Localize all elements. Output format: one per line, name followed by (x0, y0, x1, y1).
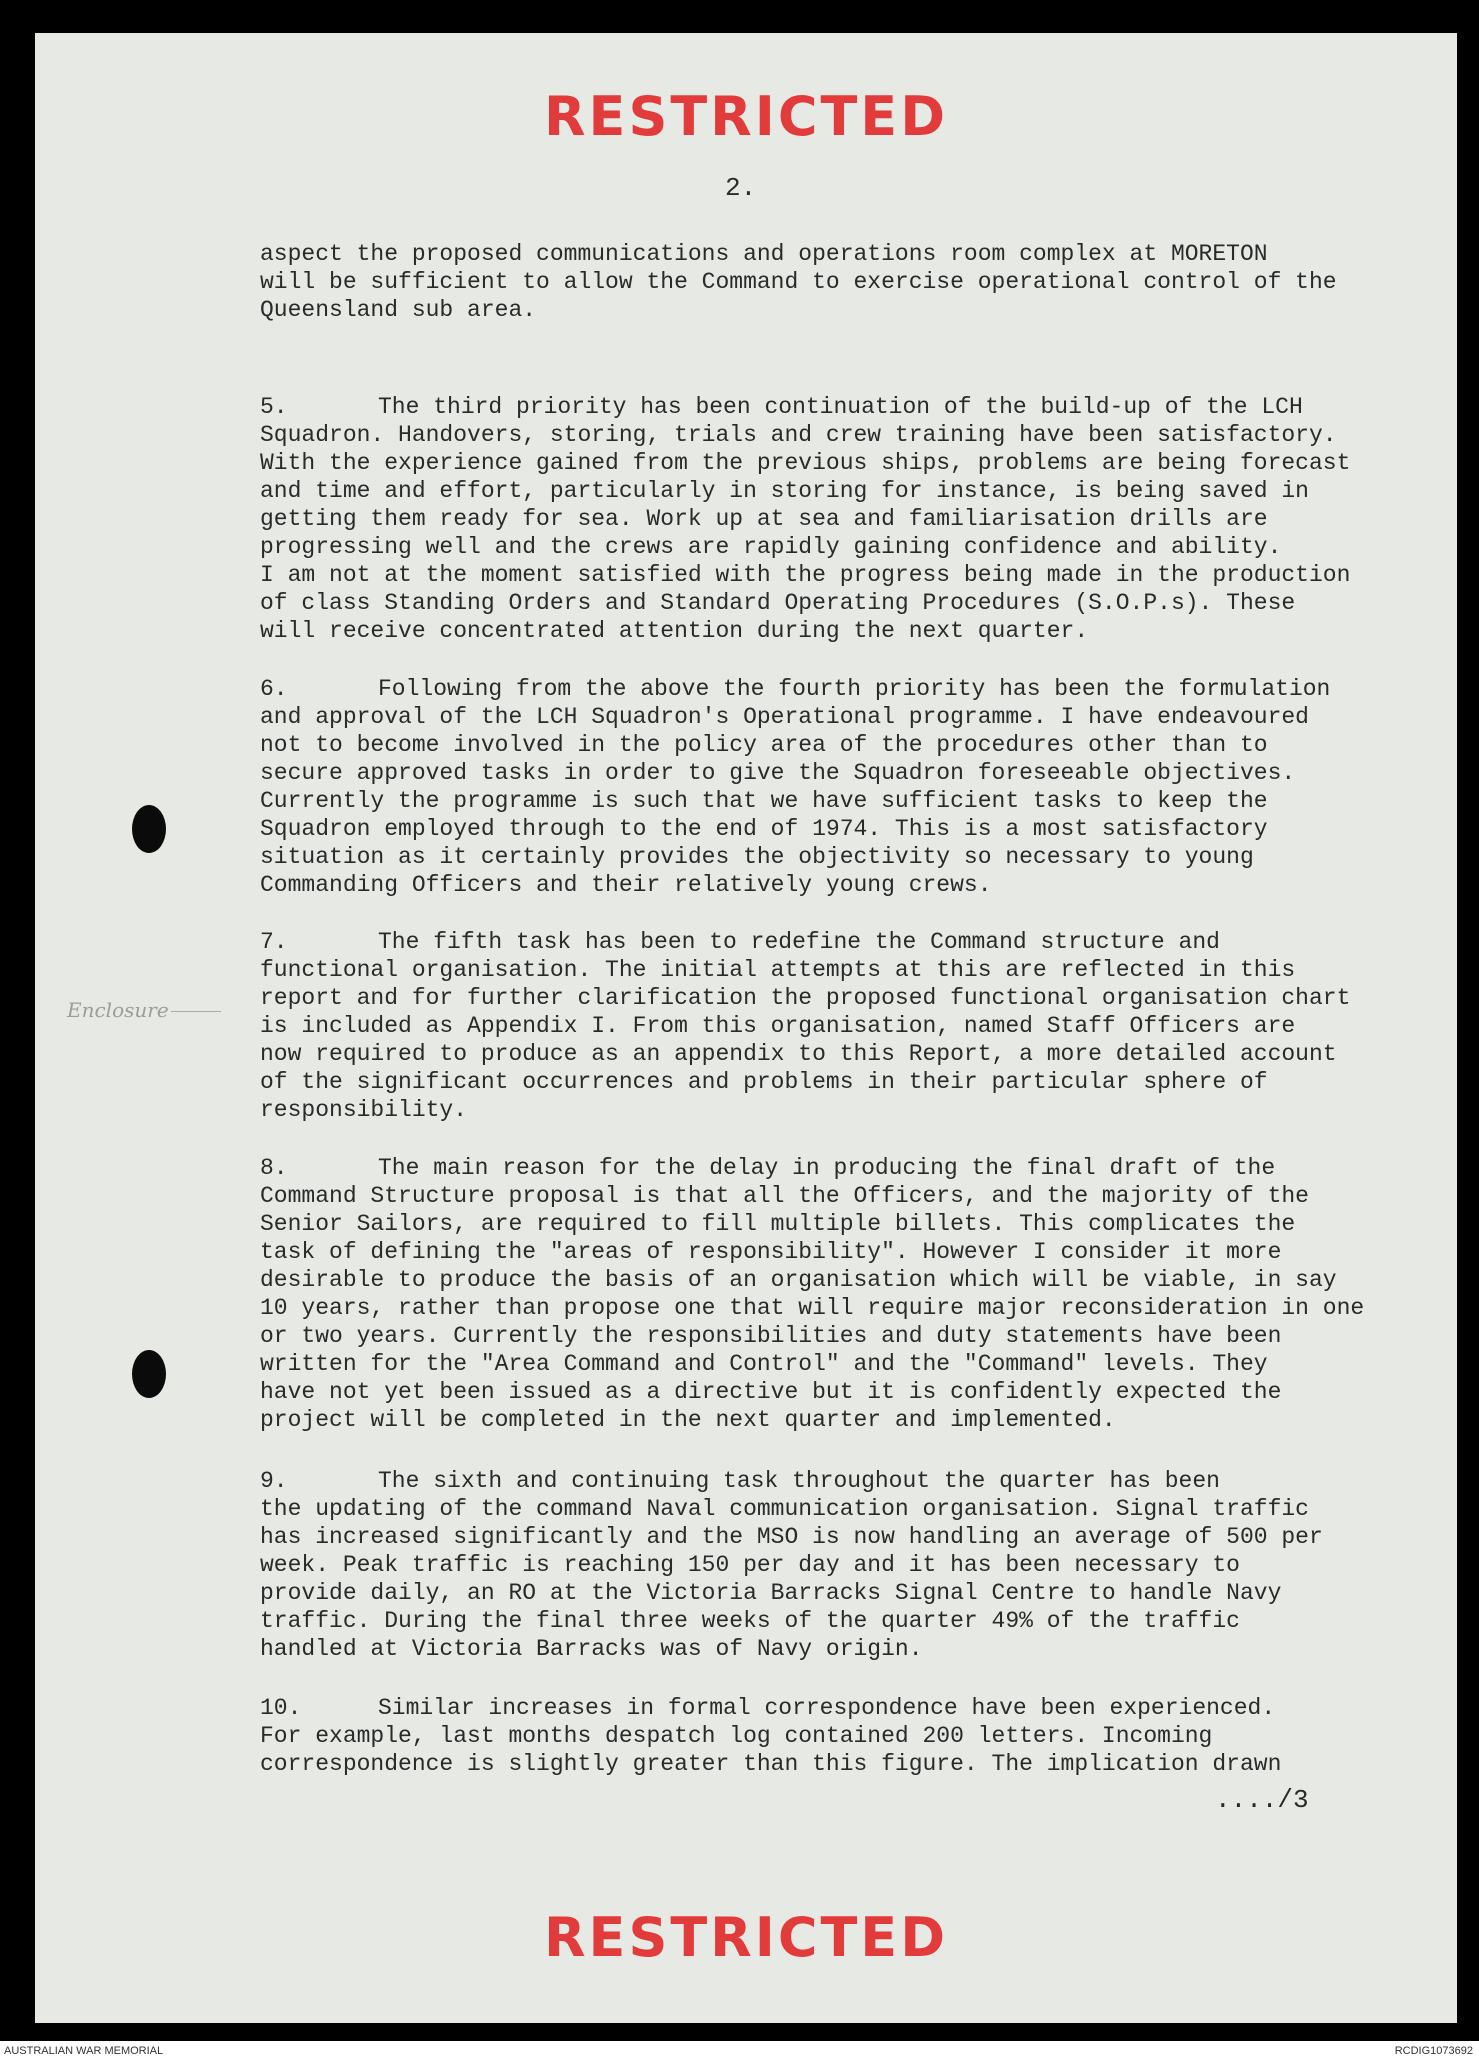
text-line: Command Structure proposal is that all the Officers, and the majority of the (260, 1183, 1309, 1209)
text-line: With the experience gained from the previous ships, problems are being forecast (260, 450, 1351, 476)
text-line: week. Peak traffic is reaching 150 per day and it has been necessary to (260, 1552, 1240, 1578)
footer-institution: AUSTRALIAN WAR MEMORIAL (4, 2045, 164, 2057)
text-line (260, 1694, 1460, 1722)
text-line: will receive concentrated attention during the next quarter. (260, 618, 1089, 644)
paragraph-number: 5. (260, 394, 288, 420)
paragraph-7 (260, 928, 1460, 1124)
text-line: is included as Appendix I. From this organisation, named Staff Officers are (260, 1013, 1296, 1039)
text-line: the updating of the command Naval communication organisation. Signal traffic (260, 1496, 1309, 1522)
text-line (260, 393, 1460, 421)
paragraph-number: 10. (260, 1695, 302, 1721)
text-line: progressing well and the crews are rapidly gaining confidence and ability. (260, 534, 1282, 560)
text-line: of the significant occurrences and problems in their particular sphere of (260, 1069, 1268, 1095)
text-line: Queensland sub area. (260, 297, 537, 323)
text-line (260, 1154, 1460, 1182)
document-page (35, 33, 1457, 2023)
text-line: situation as it certainly provides the objectivity so necessary to young (260, 844, 1254, 870)
text-line: traffic. During the final three weeks of the quarter 49% of the traffic (260, 1608, 1240, 1634)
punch-hole (132, 1350, 166, 1398)
text-line: task of defining the "areas of responsibility". However I consider it more (260, 1239, 1282, 1265)
text-line: Squadron. Handovers, storing, trials and crew training have been satisfactory. (260, 422, 1337, 448)
text-line: or two years. Currently the responsibilities and duty statements have been (260, 1323, 1282, 1349)
text-line: has increased significantly and the MSO is now handling an average of 500 per (260, 1524, 1323, 1550)
text-line: and time and effort, particularly in storing for instance, is being saved in (260, 478, 1309, 504)
text-line: Squadron employed through to the end of 1974. This is a most satisfactory (260, 816, 1268, 842)
paragraph-number: 6. (260, 676, 288, 702)
footer-record-id: RCDIG1073692 (1394, 2045, 1473, 2057)
archive-footer (0, 2041, 1479, 2061)
paragraph-number: 8. (260, 1155, 288, 1181)
text-line: 10 years, rather than propose one that will require major reconsideration in one (260, 1295, 1365, 1321)
paragraph-8 (260, 1154, 1460, 1434)
text-line-content: The fifth task has been to redefine the Command structure and (378, 929, 1220, 955)
text-line: of class Standing Orders and Standard Operating Procedures (S.O.P.s). These (260, 590, 1296, 616)
text-line-content: The sixth and continuing task throughout the quarter has been (378, 1468, 1220, 1494)
paragraph-6 (260, 675, 1460, 899)
text-line: Currently the programme is such that we have sufficient tasks to keep the (260, 788, 1268, 814)
paragraph-number: 9. (260, 1468, 288, 1494)
text-line: responsibility. (260, 1097, 468, 1123)
text-line: provide daily, an RO at the Victoria Barracks Signal Centre to handle Navy (260, 1580, 1282, 1606)
text-line-content: Similar increases in formal correspondence have been experienced. (378, 1695, 1276, 1721)
text-line: and approval of the LCH Squadron's Operational programme. I have endeavoured (260, 704, 1309, 730)
punch-hole (132, 805, 166, 853)
text-line: correspondence is slightly greater than this figure. The implication drawn (260, 1751, 1282, 1777)
paragraph-10 (260, 1694, 1460, 1778)
text-line-content: Following from the above the fourth priority has been the formulation (378, 676, 1331, 702)
text-line (260, 675, 1460, 703)
text-line: aspect the proposed communications and operations room complex at MORETON (260, 241, 1268, 267)
paragraph-number: 7. (260, 929, 288, 955)
restricted-stamp-top: RESTRICTED (543, 85, 949, 148)
text-line: written for the "Area Command and Control" and the "Command" levels. They (260, 1351, 1268, 1377)
paragraph-5 (260, 393, 1460, 645)
page-number: 2. (725, 173, 757, 203)
handwritten-margin-note: Enclosure (67, 998, 221, 1022)
continuation-marker: ..../3 (1215, 1785, 1309, 1815)
text-line: desirable to produce the basis of an organisation which will be viable, in say (260, 1267, 1337, 1293)
paragraph-4-continued (260, 240, 1460, 324)
text-line: functional organisation. The initial attempts at this are reflected in this (260, 957, 1296, 983)
text-line: getting them ready for sea. Work up at sea and familiarisation drills are (260, 506, 1268, 532)
text-line (260, 1467, 1460, 1495)
text-line-content: The third priority has been continuation of the build-up of the LCH (378, 394, 1303, 420)
paragraph-9 (260, 1467, 1460, 1663)
text-line: I am not at the moment satisfied with the progress being made in the production (260, 562, 1351, 588)
text-line: handled at Victoria Barracks was of Navy origin. (260, 1636, 923, 1662)
text-line: will be sufficient to allow the Command to exercise operational control of the (260, 269, 1337, 295)
text-line: secure approved tasks in order to give the Squadron foreseeable objectives. (260, 760, 1296, 786)
text-line: not to become involved in the policy area of the procedures other than to (260, 732, 1268, 758)
text-line: Commanding Officers and their relatively young crews. (260, 872, 992, 898)
text-line-content: The main reason for the delay in producing the final draft of the (378, 1155, 1276, 1181)
text-line: project will be completed in the next quarter and implemented. (260, 1407, 1116, 1433)
restricted-stamp-bottom: RESTRICTED (543, 1906, 949, 1969)
text-line: report and for further clarification the proposed functional organisation chart (260, 985, 1351, 1011)
text-line: now required to produce as an appendix to this Report, a more detailed account (260, 1041, 1337, 1067)
text-line: have not yet been issued as a directive but it is confidently expected the (260, 1379, 1282, 1405)
text-line (260, 928, 1460, 956)
text-line: For example, last months despatch log contained 200 letters. Incoming (260, 1723, 1213, 1749)
text-line: Senior Sailors, are required to fill multiple billets. This complicates the (260, 1211, 1296, 1237)
